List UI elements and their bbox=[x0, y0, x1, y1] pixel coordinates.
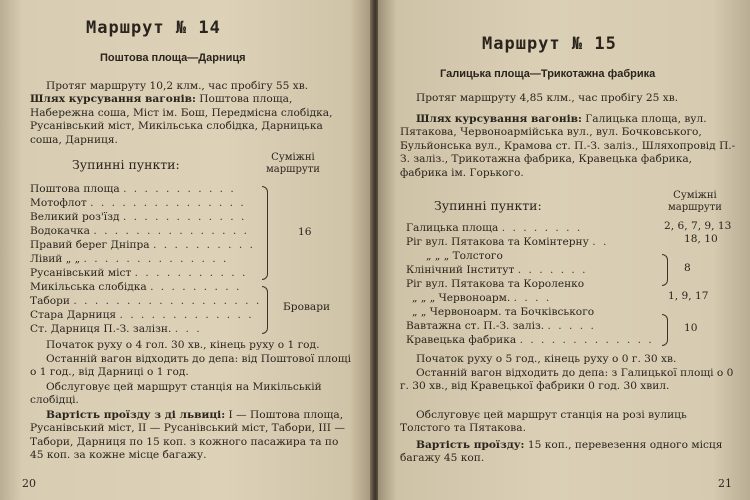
route-15-start: Початок руху о 5 год., кінець руху о 0 г. 30 хв. bbox=[416, 353, 677, 365]
list-item bbox=[30, 239, 255, 251]
list-item bbox=[406, 264, 588, 276]
route-15-brace2-route: 10 bbox=[684, 322, 698, 334]
list-item bbox=[30, 295, 261, 307]
leader-dots: . . bbox=[592, 236, 609, 248]
leader-dots: . . . . . bbox=[547, 320, 596, 332]
route-15-brace-1 bbox=[662, 254, 668, 286]
leader-dots: . . . . . . . . . . . bbox=[134, 267, 248, 279]
page-number-right: 21 bbox=[718, 477, 732, 490]
stop-name: Микільська слобідка bbox=[30, 281, 147, 293]
list-item bbox=[30, 183, 236, 195]
stop-routes: 1, 9, 17 bbox=[668, 290, 709, 302]
route-15-path-label: Шлях курсування вагонів: bbox=[416, 113, 582, 125]
list-item bbox=[30, 323, 202, 335]
leader-dots: . . . . . . . . . . . bbox=[123, 183, 236, 195]
route-14-brace-2 bbox=[262, 286, 268, 334]
list-item bbox=[426, 250, 503, 262]
route-14-stops-header: Зупинні пункти: bbox=[72, 157, 180, 172]
stop-name: Ріг вул. Пятакова та Короленко bbox=[406, 278, 585, 290]
route-14-group2-route: Бровари bbox=[283, 301, 331, 313]
stop-name: Русанівський міст bbox=[30, 267, 132, 279]
route-14-service: Обслуговує цей маршрут станція на Микільській слобідці. bbox=[30, 381, 322, 407]
route-15-adjacent-header bbox=[668, 190, 722, 214]
ditto-mark: „ bbox=[74, 253, 81, 265]
route-14-fare-text: І — Поштова площа, Русанівський міст, ІІ — Русанівський міст, Табори, ІІІ — Табори, Дарниця по 15 коп. з кожного пасажира та по 45 коп. за кожне місце багажу. bbox=[30, 409, 345, 462]
stop-name: „ „ Червоноарм. та Бочківського bbox=[412, 306, 595, 318]
route-15-fare-text: 15 коп., перевезення одного місця багажу 45 коп. bbox=[400, 439, 723, 465]
list-item bbox=[406, 320, 596, 332]
leader-dots: . . . . . . . . . . . . . . bbox=[83, 253, 229, 265]
leader-dots: . . . . . . . . . . . . bbox=[122, 211, 247, 223]
stop-name: Табори bbox=[30, 295, 70, 307]
list-item bbox=[30, 267, 247, 279]
page-number-left: 20 bbox=[22, 477, 36, 490]
stop-name: Поштова площа bbox=[30, 183, 120, 195]
leader-dots: . . . . . . . bbox=[517, 264, 588, 276]
route-15-path bbox=[400, 113, 736, 180]
adjacent-header-line1: Суміжні bbox=[673, 190, 717, 201]
stop-routes: 18, 10 bbox=[684, 233, 718, 245]
leader-dots: . . . . . . . . bbox=[501, 222, 583, 234]
adjacent-header-line2: маршрути bbox=[266, 164, 320, 175]
route-14-length: Протяг маршруту 10,2 клм., час пробігу 55 хв. bbox=[46, 80, 309, 92]
route-14-path-label: Шлях курсування вагонів: bbox=[30, 93, 196, 106]
stop-name: Лівий bbox=[30, 253, 63, 265]
leader-dots: . . . . . . . . . . bbox=[153, 239, 255, 251]
list-item bbox=[406, 334, 654, 346]
route-14-path-text: Поштова площа, Набережна соша, Міст ім. Бош, Передмісна слобідка, Русанівський міст, Микільська слобідка, Дарницька соша, Дарниця. bbox=[30, 93, 333, 146]
list-item bbox=[406, 278, 584, 290]
right-page bbox=[378, 0, 750, 500]
route-15-title: Маршрут № 15 bbox=[482, 34, 617, 54]
route-15-last-car: Останній вагон відходить до депа: з Галицької площі о 0 г. 30 хв., від Кравецької фабрики 0 год. 30 хвил. bbox=[400, 367, 734, 393]
route-14-last-car: Останній вагон відходить до депа: від Поштової площі о 1 год., від Дарниці о 1 год. bbox=[30, 353, 351, 379]
route-15-brace1-route: 8 bbox=[684, 262, 691, 274]
route-14-fare-label: Вартість проїзду з ді львиці: bbox=[46, 409, 226, 421]
stop-routes: 2, 6, 7, 9, 13 bbox=[664, 220, 732, 232]
stop-name: Водокачка bbox=[30, 225, 90, 237]
list-item bbox=[412, 292, 551, 304]
route-15-intro: Протяг маршруту 4,85 клм., час пробігу 25 хв. bbox=[416, 92, 679, 104]
stop-name: „ „ „ Червоноарм. bbox=[412, 292, 511, 304]
adjacent-header-line2: маршрути bbox=[668, 202, 722, 213]
route-14-start: Початок руху о 4 гол. 30 хв., кінець руху о 1 год. bbox=[46, 339, 320, 351]
left-page bbox=[0, 0, 372, 500]
adjacent-header-line1: Суміжні bbox=[271, 152, 315, 163]
list-item bbox=[30, 253, 228, 265]
ditto-mark: „ bbox=[65, 253, 72, 265]
list-item bbox=[30, 211, 246, 223]
stop-name: Клінічний Інститут bbox=[406, 264, 515, 276]
leader-dots: . . . . . . . . . . . . . . . bbox=[93, 225, 249, 237]
list-item bbox=[406, 236, 608, 248]
list-item bbox=[30, 197, 246, 209]
leader-dots: . . . bbox=[174, 323, 202, 335]
stop-name: „ „ „ Толстого bbox=[426, 250, 503, 262]
route-14-subtitle: Поштова площа—Дарниця bbox=[100, 52, 246, 64]
stop-name: Ріг вул. Пятакова та Комінтерну bbox=[406, 236, 589, 248]
list-item bbox=[406, 222, 582, 234]
route-15-fare bbox=[400, 439, 740, 466]
route-14-title: Маршрут № 14 bbox=[86, 18, 221, 38]
stop-name: Ст. Дарниця П.-З. залізн. bbox=[30, 323, 172, 335]
leader-dots: . . . . . . . . . . . . . . . bbox=[90, 197, 246, 209]
route-15-subtitle: Галицька площа—Трикотажна фабрика bbox=[440, 68, 656, 80]
route-15-service: Обслуговує цей маршрут станція на розі вулиць Толстого та Пятакова. bbox=[400, 409, 687, 435]
leader-dots: . . . . . . . . . bbox=[150, 281, 242, 293]
stop-name: Мотофлот bbox=[30, 197, 87, 209]
route-14-fare bbox=[30, 409, 352, 463]
stop-name: Великий роз'їзд bbox=[30, 211, 120, 223]
stop-name: Стара Дарниця bbox=[30, 309, 117, 321]
route-15-fare-label: Вартість проїзду: bbox=[416, 439, 525, 451]
list-item bbox=[30, 309, 254, 321]
leader-dots: . . . . . . . . . . . . . bbox=[119, 309, 254, 321]
leader-dots: . . . . . . . . . . . . . bbox=[519, 334, 654, 346]
route-14-adjacent-header bbox=[266, 152, 320, 176]
leader-dots: . . . . . . . . . . . . . . . . . . bbox=[73, 295, 262, 307]
route-14-intro bbox=[30, 80, 352, 147]
list-item bbox=[30, 225, 249, 237]
route-15-brace-2 bbox=[662, 314, 668, 346]
route-14-brace-1 bbox=[262, 186, 268, 280]
stop-name: Вавтажна ст. П.-З. заліз. bbox=[406, 320, 545, 332]
list-item bbox=[412, 306, 594, 318]
list-item bbox=[30, 281, 241, 293]
stop-name: Кравецька фабрика bbox=[406, 334, 517, 346]
leader-dots: . . . . bbox=[513, 292, 552, 304]
route-15-path-text: Галицька площа, вул. Пятакова, Червоноармійська вул., вул. Бочковського, Бульйонська вул., Крамова ст. П.-З. заліз., Шляхопровід П.-З. заліз., Трикотажна фабрика, Кравецька фабрика, фабрика ім. Горького. bbox=[400, 113, 736, 179]
route-14-group1-route: 16 bbox=[298, 226, 312, 238]
stop-name: Галицька площа bbox=[406, 222, 499, 234]
route-15-stops-header: Зупинні пункти: bbox=[434, 198, 542, 213]
stop-name: Правий берег Дніпра bbox=[30, 239, 150, 251]
